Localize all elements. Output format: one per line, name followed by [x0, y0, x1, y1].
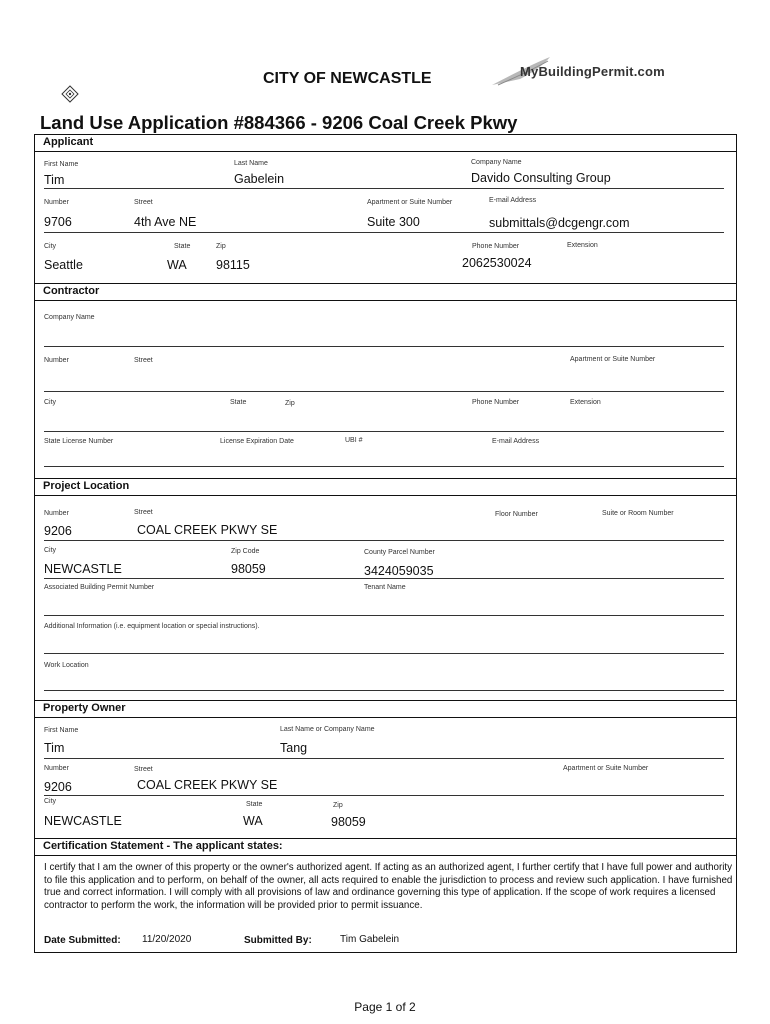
- label-street: Street: [134, 766, 153, 773]
- label-company-name: Company Name: [471, 159, 522, 166]
- label-tenant: Tenant Name: [364, 584, 406, 591]
- label-city: City: [44, 399, 57, 406]
- divider: [44, 615, 724, 616]
- label-ubi: UBI #: [345, 437, 363, 444]
- section-header-project-location: Project Location: [34, 478, 737, 496]
- divider: [44, 431, 724, 432]
- divider: [44, 758, 724, 759]
- label-floor: Floor Number: [495, 511, 538, 518]
- label-city: City: [44, 798, 57, 805]
- divider: [44, 578, 724, 579]
- label-zip: Zip: [216, 243, 226, 250]
- label-apartment: Apartment or Suite Number: [570, 356, 656, 363]
- applicant-city: Seattle: [44, 258, 83, 272]
- label-zip: Zip: [285, 400, 295, 407]
- applicant-state: WA: [167, 258, 187, 272]
- section-header-property-owner: Property Owner: [34, 700, 737, 718]
- label-email: E-mail Address: [489, 197, 537, 204]
- label-street: Street: [134, 357, 153, 364]
- label-email: E-mail Address: [492, 438, 540, 445]
- submitted-by-label: Submitted By:: [244, 935, 312, 946]
- label-state: State: [246, 801, 263, 808]
- label-number: Number: [44, 765, 69, 772]
- divider: [44, 690, 724, 691]
- label-license-exp: License Expiration Date: [220, 438, 294, 445]
- date-submitted-label: Date Submitted:: [44, 935, 121, 946]
- certification-text: I certify that I am the owner of this property or the owner's authorized agent. If acting as an authorized agent, I further certify that I have full power and authority to file this application and to perform, on behalf of the owner, all acts required to enable the jurisdiction to process and review such application. I have furnished true and correct information. I will comply with all provisions of law and ordinance governing this type of application. If the scope of work requires a licensed contractor to perform the work, the information will be provided prior to permit issuance.: [44, 862, 733, 911]
- label-number: Number: [44, 199, 69, 206]
- project-number: 9206: [44, 524, 72, 538]
- label-street: Street: [134, 199, 153, 206]
- owner-city: NEWCASTLE: [44, 814, 122, 828]
- form-border: [34, 134, 737, 953]
- owner-zip: 98059: [331, 815, 366, 829]
- section-header-applicant: Applicant: [34, 134, 737, 152]
- applicant-zip: 98115: [216, 258, 250, 272]
- divider: [44, 346, 724, 347]
- date-submitted-value: 11/20/2020: [142, 934, 192, 945]
- label-city: City: [44, 243, 57, 250]
- label-number: Number: [44, 357, 69, 364]
- city-seal-icon: [60, 84, 80, 104]
- divider: [44, 795, 724, 796]
- label-phone: Phone Number: [472, 243, 520, 250]
- label-zip-code: Zip Code: [231, 548, 260, 555]
- label-zip: Zip: [333, 802, 343, 809]
- applicant-first-name: Tim: [44, 173, 65, 187]
- owner-street: COAL CREEK PKWY SE: [137, 778, 278, 792]
- label-apartment: Apartment or Suite Number: [367, 199, 453, 206]
- owner-number: 9206: [44, 780, 72, 794]
- divider: [44, 188, 724, 189]
- label-phone: Phone Number: [472, 399, 520, 406]
- applicant-email: submittals@dcgengr.com: [489, 216, 630, 230]
- label-license: State License Number: [44, 438, 114, 445]
- label-street: Street: [134, 509, 153, 516]
- section-header-certification: Certification Statement - The applicant states:: [34, 838, 737, 856]
- applicant-last-name: Gabelein: [234, 172, 285, 186]
- divider: [44, 232, 724, 233]
- label-assoc-permit: Associated Building Permit Number: [44, 584, 155, 591]
- submitted-by-value: Tim Gabelein: [340, 934, 400, 945]
- label-last-name: Last Name or Company Name: [280, 726, 375, 733]
- owner-state: WA: [243, 814, 263, 828]
- applicant-number: 9706: [44, 215, 72, 229]
- project-city: NEWCASTLE: [44, 562, 122, 576]
- project-zip: 98059: [231, 562, 266, 576]
- label-apartment: Apartment or Suite Number: [563, 765, 649, 772]
- label-extension: Extension: [567, 242, 598, 249]
- brand-name: MyBuildingPermit.com: [520, 64, 665, 79]
- label-first-name: First Name: [44, 161, 79, 168]
- label-suite: Suite or Room Number: [602, 510, 674, 517]
- divider: [44, 540, 724, 541]
- divider: [44, 653, 724, 654]
- label-work-location: Work Location: [44, 662, 89, 669]
- divider: [44, 391, 724, 392]
- project-parcel: 3424059035: [364, 564, 434, 578]
- section-header-contractor: Contractor: [34, 283, 737, 301]
- owner-last-name: Tang: [280, 741, 308, 755]
- city-title: CITY OF NEWCASTLE: [263, 70, 432, 87]
- applicant-street: 4th Ave NE: [134, 215, 197, 229]
- owner-first-name: Tim: [44, 741, 65, 755]
- label-first-name: First Name: [44, 727, 79, 734]
- label-additional-info: Additional Information (i.e. equipment location or special instructions).: [44, 623, 260, 630]
- page-number: Page 1 of 2: [354, 1000, 416, 1014]
- label-last-name: Last Name: [234, 160, 268, 167]
- applicant-company-name: Davido Consulting Group: [471, 171, 611, 185]
- page-title: Land Use Application #884366 - 9206 Coal Creek Pkwy: [40, 112, 518, 133]
- divider: [44, 466, 724, 467]
- label-state: State: [230, 399, 247, 406]
- applicant-apartment: Suite 300: [367, 215, 420, 229]
- project-street: COAL CREEK PKWY SE: [137, 523, 278, 537]
- label-parcel: County Parcel Number: [364, 549, 435, 556]
- label-city: City: [44, 547, 57, 554]
- label-state: State: [174, 243, 191, 250]
- label-number: Number: [44, 510, 69, 517]
- applicant-phone: 2062530024: [462, 256, 532, 270]
- label-company-name: Company Name: [44, 314, 95, 321]
- label-extension: Extension: [570, 399, 601, 406]
